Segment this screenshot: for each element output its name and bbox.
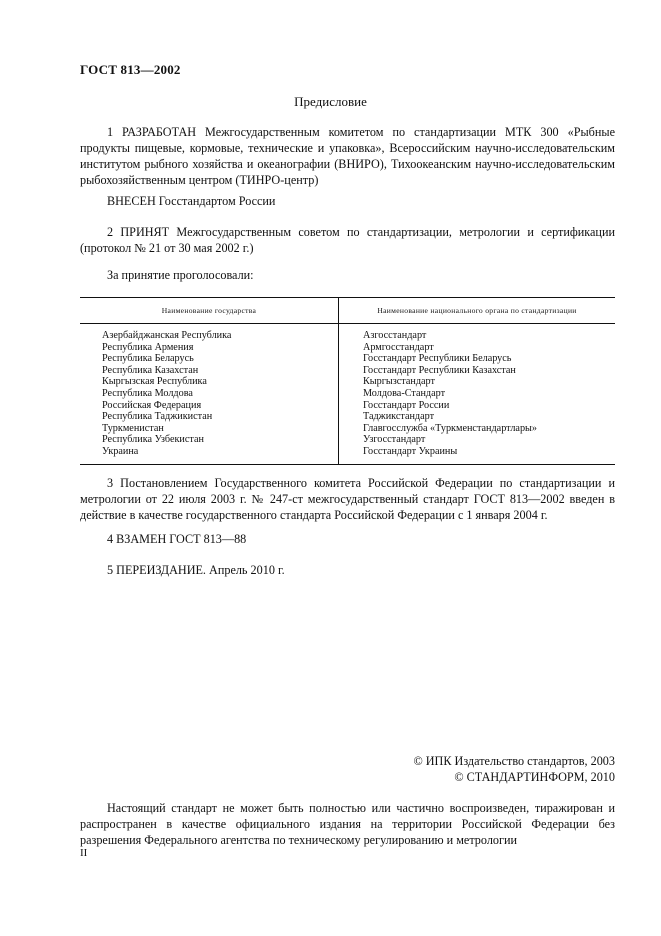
voted-label: За принятие проголосовали:: [107, 268, 254, 282]
national-body-cell: Кыргызстандарт: [363, 376, 435, 388]
table-row: [80, 400, 615, 412]
national-body-cell: Армгосстандарт: [363, 341, 434, 353]
page-number: II: [80, 847, 88, 859]
national-body-cell: Госстандарт России: [363, 399, 450, 411]
document-code: ГОСТ 813—2002: [80, 62, 181, 77]
section-3-resolution: 3 Постановлением Государственного комитета Российской Федерации по стандартизации и метрологии от 22 июля 2003 г. № 247-ст межгосударственный стандарт ГОСТ 813—2002 введен в действие в качестве государственного стандарта Российской Федерации с 1 января 2004 г.: [80, 476, 615, 522]
state-cell: Туркменистан: [80, 423, 339, 435]
section-2-adopted: [80, 224, 615, 256]
table-row: [80, 411, 615, 423]
state-cell: Республика Беларусь: [80, 353, 339, 365]
section-1-lead: 1 РАЗРАБОТАН: [107, 125, 197, 139]
table-row: [80, 434, 615, 446]
page-title: Предисловие: [294, 94, 367, 109]
national-body-cell: Главгосслужба «Туркменстандартлары»: [363, 422, 537, 434]
table-row: [80, 376, 615, 388]
section-1-developed: [80, 124, 615, 188]
table-header-state: Наименование государства: [80, 298, 339, 324]
state-cell: Республика Казахстан: [80, 365, 339, 377]
voting-table: [80, 297, 615, 465]
table-row: [80, 446, 615, 464]
section-4-replaces: 4 ВЗАМЕН ГОСТ 813—88: [107, 532, 247, 546]
section-introduced: [107, 193, 275, 209]
section-2-text: Межгосударственным советом по стандартизации, метрологии и сертификации (протокол № 21 от 30 мая 2002 г.): [80, 225, 615, 255]
table-row: [80, 353, 615, 365]
state-cell: Российская Федерация: [80, 400, 339, 412]
table-row: [80, 388, 615, 400]
table-row: [80, 423, 615, 435]
copyright-ipk: © ИПК Издательство стандартов, 2003: [413, 754, 615, 768]
section-5-reissue: 5 ПЕРЕИЗДАНИЕ. Апрель 2010 г.: [107, 563, 285, 577]
national-body-cell: Азгосстандарт: [363, 330, 427, 341]
national-body-cell: Молдова-Стандарт: [363, 387, 446, 399]
state-cell: Азербайджанская Республика: [80, 324, 339, 342]
national-body-cell: Госстандарт Республики Казахстан: [363, 364, 516, 376]
copyright-standartinform: © СТАНДАРТИНФОРМ, 2010: [454, 770, 615, 784]
introduced-lead: ВНЕСЕН: [107, 194, 156, 208]
state-cell: Республика Молдова: [80, 388, 339, 400]
table-header-row: [80, 298, 615, 324]
state-cell: Кыргызская Республика: [80, 376, 339, 388]
introduced-text: Госстандартом России: [155, 194, 276, 208]
national-body-cell: Узгосстандарт: [363, 434, 426, 446]
state-cell: Республика Армения: [80, 342, 339, 354]
section-2-lead: 2 ПРИНЯТ: [107, 225, 170, 239]
state-cell: Республика Таджикистан: [80, 411, 339, 423]
table-row: [80, 342, 615, 354]
state-cell: Украина: [80, 446, 339, 464]
state-cell: Республика Узбекистан: [80, 434, 339, 446]
table-row: [80, 365, 615, 377]
reproduction-notice: Настоящий стандарт не может быть полностью или частично воспроизведен, тиражирован и распространен в качестве официального издания на территории Российской Федерации без разрешения Федерального агентства по техническому регулированию и метрологии: [80, 801, 615, 847]
section-1-text: Межгосударственным комитетом по стандартизации МТК 300 «Рыбные продукты пищевые, кормовые, технические и упаковка», Всероссийским научно-исследовательским институтом рыбного хозяйства и океанографии (ВНИРО), Тихоокеанским научно-исследовательским рыбохозяйственным центром (ТИНРО-центр): [80, 125, 615, 187]
table-row: [80, 324, 615, 342]
national-body-cell: Госстандарт Республики Беларусь: [363, 353, 512, 365]
national-body-cell: Госстандарт Украины: [339, 446, 616, 464]
national-body-cell: Таджикстандарт: [363, 411, 435, 423]
table-header-national-body: Наименование национального органа по стандартизации: [339, 298, 616, 324]
